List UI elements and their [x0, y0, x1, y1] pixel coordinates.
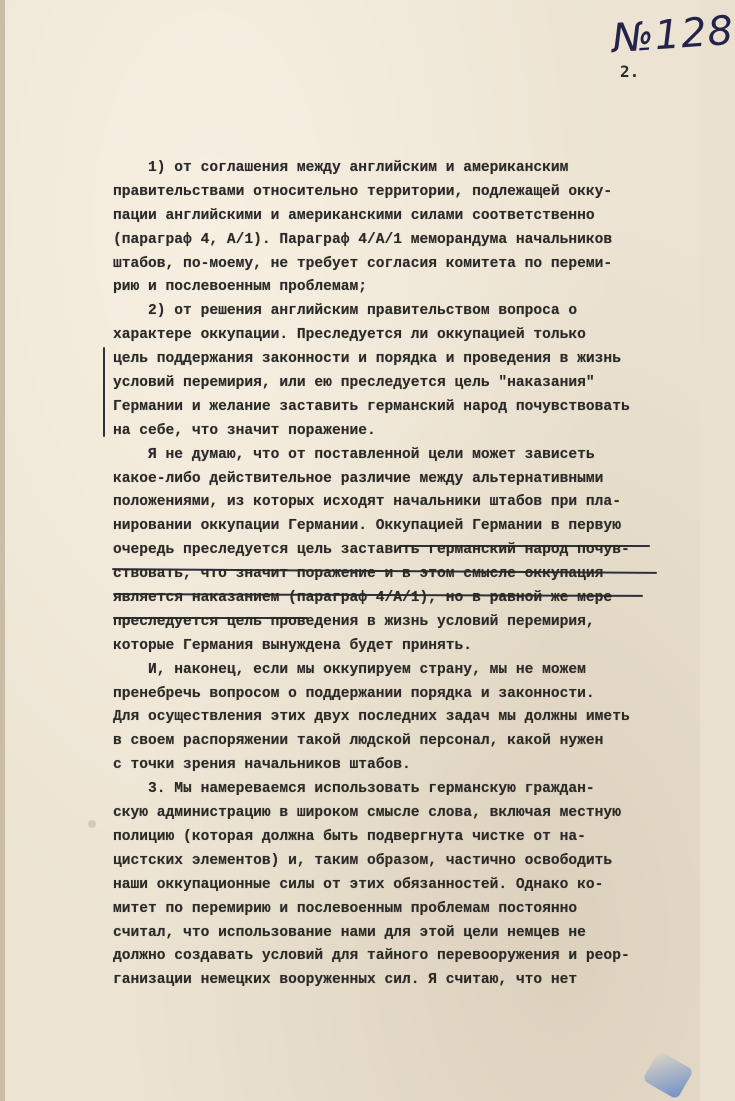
typewritten-body — [113, 157, 693, 993]
text-line: которые Германия вынуждена будет принять. — [113, 637, 473, 654]
text-line: цистских элементов) и, таким образом, частично освободить — [113, 852, 613, 869]
text-line: характере оккупации. Преследуется ли оккупацией только — [113, 327, 586, 344]
text-line: является наказанием (параграф 4/А/1), но в равной же мере — [113, 590, 613, 607]
text-line: очередь преследуется цель заставить германский народ почув- — [113, 542, 630, 559]
text-line: (параграф 4, А/1). Параграф 4/А/1 меморандума начальников — [113, 231, 613, 248]
text-line: преследуется цель проведения в жизнь условий перемирия, — [113, 613, 595, 630]
page-number: 2. — [620, 62, 640, 81]
paper-speck — [88, 820, 96, 828]
text-line: пации английскими и американскими силами соответственно — [113, 207, 595, 224]
handwritten-archive-number: №128 — [610, 7, 735, 63]
text-line: положениями, из которых исходят начальники штабов при пла- — [113, 494, 621, 511]
text-line: скую администрацию в широком смысле слова, включая местную — [113, 805, 621, 822]
text-line: ганизации немецких вооруженных сил. Я считаю, что нет — [113, 972, 578, 989]
text-line: на себе, что значит поражение. — [113, 422, 376, 439]
text-line: 1) от соглашения между английским и американским — [113, 160, 569, 176]
text-line: с точки зрения начальников штабов. — [113, 757, 411, 774]
text-line: пренебречь вопросом о поддержании порядка и законности. — [113, 685, 595, 702]
text-line: штабов, по-моему, не требует согласия комитета по переми- — [113, 255, 613, 272]
text-line: 3. Мы намереваемся использовать германскую граждан- — [113, 781, 595, 798]
text-line: правительствами относительно территории, подлежащей окку- — [113, 183, 613, 200]
text-line: наши оккупационные силы от этих обязанностей. Однако ко- — [113, 876, 604, 893]
margin-bracket-mark — [103, 347, 105, 437]
text-line: в своем распоряжении такой людской персонал, какой нужен — [113, 733, 604, 750]
text-line: Для осуществления этих двух последних задач мы должны иметь — [113, 709, 630, 726]
text-line: полицию (которая должна быть подвергнута чистке от на- — [113, 828, 586, 845]
text-line: рию и послевоенным проблемам; — [113, 279, 367, 296]
text-line: митет по перемирию и послевоенным проблемам постоянно — [113, 900, 578, 917]
text-line: должно создавать условий для тайного перевооружения и реор- — [113, 948, 630, 965]
text-line: считал, что использование нами для этой цели немцев не — [113, 924, 586, 941]
text-line: И, наконец, если мы оккупируем страну, мы не можем — [113, 661, 586, 678]
text-line: нировании оккупации Германии. Оккупацией Германии в первую — [113, 518, 621, 535]
text-line: какое-либо действительное различие между альтернативными — [113, 470, 604, 487]
text-line: цель поддержания законности и порядка и проведения в жизнь — [113, 351, 621, 368]
text-line: Я не думаю, что от поставленной цели может зависеть — [113, 446, 595, 463]
text-line: условий перемирия, или ею преследуется цель "наказания" — [113, 375, 595, 392]
page-edge-shadow — [0, 0, 5, 1101]
text-line: 2) от решения английским правительством вопроса о — [113, 303, 578, 320]
text-line: ствовать, что значит поражение и в этом смысле оккупация — [113, 566, 604, 583]
text-line: Германии и желание заставить германский народ почувствовать — [113, 398, 630, 415]
corner-stain — [642, 1050, 694, 1099]
